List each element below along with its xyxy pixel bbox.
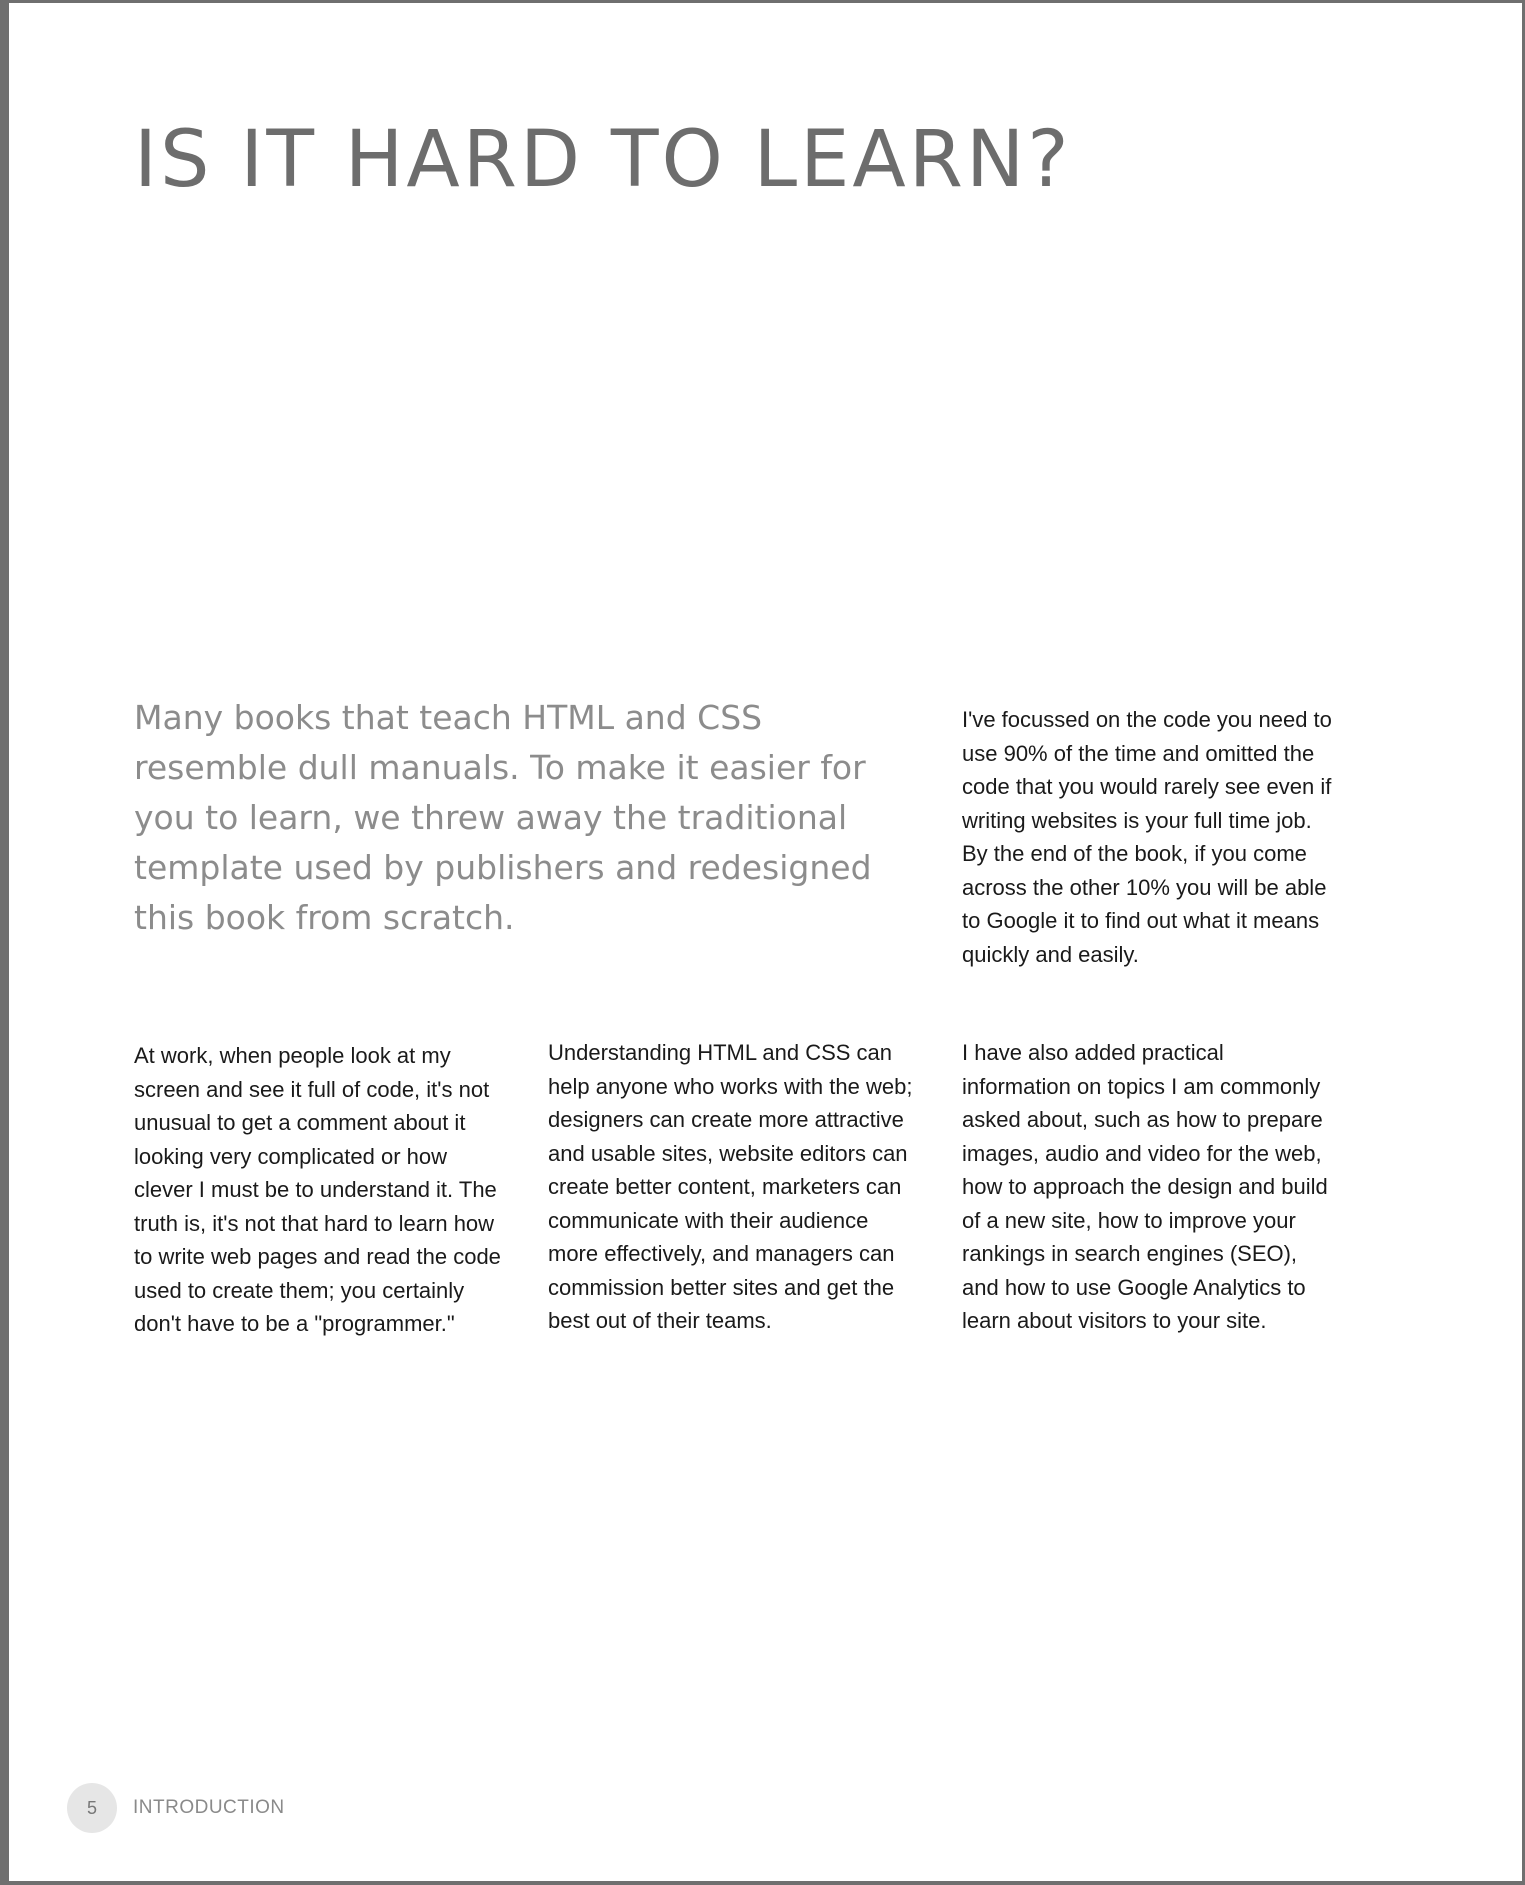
- body-paragraph-col3-bottom: I have also added practical information on topics I am commonly asked about, such as how to prepare images, audio and video for the web, how to approach the design and build of a new site, how to improve your rankings in search engines (SEO), and how to use Google Analytics to learn about visitors to your site.: [962, 1040, 1328, 1333]
- page-footer: [67, 1783, 285, 1833]
- body-paragraph-col2: Understanding HTML and CSS can help anyone who works with the web; designers can create more attractive and usable sites, website editors can create better content, marketers can communicate with their audience more effectively, and managers can commission better sites and get the best out of their teams.: [548, 1040, 913, 1333]
- section-label: INTRODUCTION: [133, 1797, 285, 1818]
- page-number-badge: 5: [67, 1783, 117, 1833]
- body-paragraph-col1: At work, when people look at my screen and see it full of code, it's not unusual to get a comment about it looking very complicated or how clever I must be to understand it. The truth is, it's not that hard to learn how to write web pages and read the code used to create them; you certainly don't have to be a "programmer.": [134, 1043, 501, 1336]
- intro-paragraph: Many books that teach HTML and CSS resemble dull manuals. To make it easier for you to learn, we threw away the traditional template used by publishers and redesigned this book from scratch.: [134, 698, 872, 937]
- body-paragraph-col3-top: I've focussed on the code you need to use 90% of the time and omitted the code that you would rarely see even if writing websites is your full time job. By the end of the book, if you come across the other 10% you will be able to Google it to find out what it means quickly and easily.: [962, 707, 1332, 967]
- page-title: IS IT HARD TO LEARN?: [134, 115, 1072, 205]
